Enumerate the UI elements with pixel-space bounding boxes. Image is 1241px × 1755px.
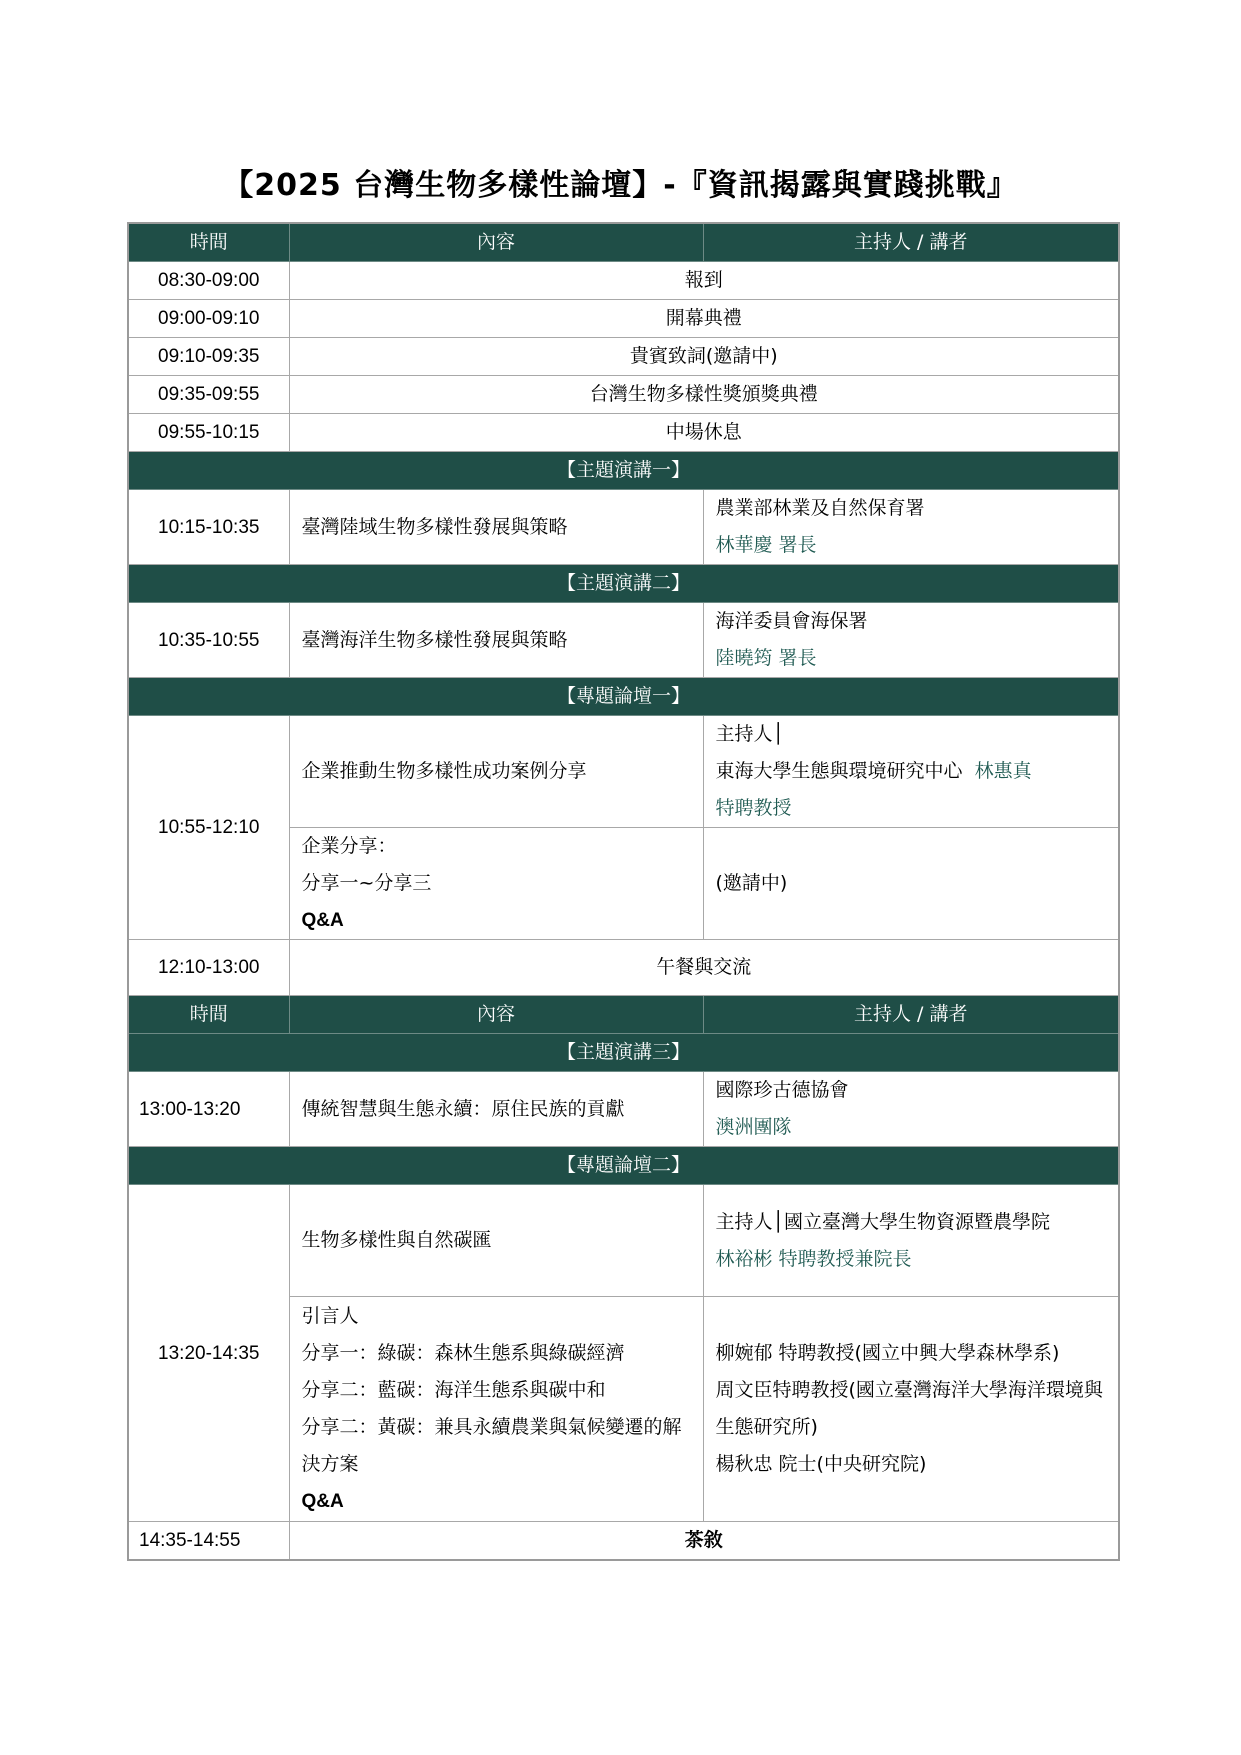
content-line: 引言人: [301, 1305, 359, 1327]
content-cell: 臺灣陸域生物多樣性發展與策略: [289, 490, 703, 565]
speaker-cell: [703, 603, 1119, 678]
content-cell: 茶敘: [289, 1522, 1119, 1561]
table-header: [128, 996, 1119, 1034]
time-cell: 09:35-09:55: [128, 376, 289, 414]
content-line: Q&A: [301, 1491, 344, 1512]
time-cell: 12:10-13:00: [128, 940, 289, 996]
time-cell: 10:35-10:55: [128, 603, 289, 678]
host-line: 主持人│國立臺灣大學生物資源暨農學院: [715, 1210, 1050, 1233]
section-band: [128, 452, 1119, 490]
time-cell: 08:30-09:00: [128, 262, 289, 300]
speaker-cell: (邀請中): [703, 828, 1119, 940]
speaker-line: 柳婉郁 特聘教授(國立中興大學森林學系): [715, 1342, 1060, 1364]
page-title: 【2025 台灣生物多樣性論壇】-『資訊揭露與實踐挑戰』: [223, 168, 1018, 203]
content-cell: 報到: [289, 262, 1119, 300]
content-cell: 傳統智慧與生態永續：原住民族的貢獻: [289, 1072, 703, 1147]
table-row: [128, 490, 1119, 565]
speaker-org: 農業部林業及自然保育署: [715, 497, 925, 519]
speaker-cell: [703, 1072, 1119, 1147]
table-row: [128, 716, 1119, 828]
section-title: 【專題論壇二】: [128, 1147, 1119, 1185]
table-header: [128, 223, 1119, 262]
content-cell: [289, 828, 703, 940]
time-cell: 13:00-13:20: [128, 1072, 289, 1147]
section-band: [128, 678, 1119, 716]
time-cell: 10:55-12:10: [128, 716, 289, 940]
content-line: 分享一~分享三: [301, 872, 432, 894]
section-title: 【主題演講二】: [128, 565, 1119, 603]
host-name: 林裕彬 特聘教授兼院長: [715, 1247, 912, 1270]
content-line: 分享二：藍碳：海洋生態系與碳中和: [301, 1379, 606, 1401]
speaker-cell: [703, 1185, 1119, 1297]
section-band: [128, 1034, 1119, 1072]
table-row: [128, 1072, 1119, 1147]
content-cell: 臺灣海洋生物多樣性發展與策略: [289, 603, 703, 678]
host-name: 林惠真: [974, 760, 1032, 782]
table-row: [128, 940, 1119, 996]
content-line: 分享二：黃碳：兼具永續農業與氣候變遷的解決方案: [301, 1416, 682, 1475]
content-line: Q&A: [301, 910, 344, 931]
header-content: 內容: [289, 223, 703, 262]
content-cell: 午餐與交流: [289, 940, 1119, 996]
host-affiliation: [716, 753, 1107, 790]
content-cell: 中場休息: [289, 414, 1119, 452]
time-cell: 09:55-10:15: [128, 414, 289, 452]
header-speaker: 主持人 / 講者: [703, 223, 1119, 262]
section-title: 【專題論壇一】: [128, 678, 1119, 716]
section-band: [128, 1147, 1119, 1185]
header-time: 時間: [128, 223, 289, 262]
time-cell: 09:10-09:35: [128, 338, 289, 376]
speaker-name: 林華慶 署長: [715, 534, 817, 556]
speaker-cell: [703, 716, 1119, 828]
speaker-name: 澳洲團隊: [715, 1116, 792, 1138]
speaker-name: 陸曉筠 署長: [715, 647, 817, 669]
table-row: [128, 1185, 1119, 1297]
time-cell: 10:15-10:35: [128, 490, 289, 565]
table-row: [128, 376, 1119, 414]
section-title: 【主題演講一】: [128, 452, 1119, 490]
header-time: 時間: [128, 996, 289, 1034]
speaker-org: 海洋委員會海保署: [715, 610, 868, 632]
speaker-line: 周文臣特聘教授(國立臺灣海洋大學海洋環境與生態研究所): [715, 1379, 1103, 1438]
section-band: [128, 565, 1119, 603]
time-cell: 14:35-14:55: [128, 1522, 289, 1561]
agenda-table: [127, 222, 1120, 1561]
table-row: [128, 262, 1119, 300]
speaker-cell: [703, 1297, 1119, 1522]
header-speaker: 主持人 / 講者: [703, 996, 1119, 1034]
time-cell: 13:20-14:35: [128, 1185, 289, 1522]
table-row: [128, 300, 1119, 338]
content-cell: 企業推動生物多樣性成功案例分享: [289, 716, 703, 828]
speaker-line: 楊秋忠 院士(中央研究院): [715, 1453, 927, 1475]
speaker-org: 國際珍古德協會: [715, 1079, 849, 1101]
content-cell: [289, 1297, 703, 1522]
table-row: [128, 414, 1119, 452]
speaker-cell: [703, 490, 1119, 565]
section-title: 【主題演講三】: [128, 1034, 1119, 1072]
table-row: [128, 603, 1119, 678]
content-cell: 貴賓致詞(邀請中): [289, 338, 1119, 376]
content-line: 分享一：綠碳：森林生態系與綠碳經濟: [301, 1342, 625, 1364]
time-cell: 09:00-09:10: [128, 300, 289, 338]
content-cell: 開幕典禮: [289, 300, 1119, 338]
host-org: 東海大學生態與環境研究中心: [715, 760, 963, 782]
table-row: [128, 338, 1119, 376]
host-label: 主持人│: [715, 723, 784, 745]
content-cell: 台灣生物多樣性獎頒獎典禮: [289, 376, 1119, 414]
content-line: 企業分享：: [301, 835, 397, 857]
host-title: 特聘教授: [715, 797, 792, 819]
header-content: 內容: [289, 996, 703, 1034]
content-cell: 生物多樣性與自然碳匯: [289, 1185, 703, 1297]
table-row: [128, 1522, 1119, 1561]
